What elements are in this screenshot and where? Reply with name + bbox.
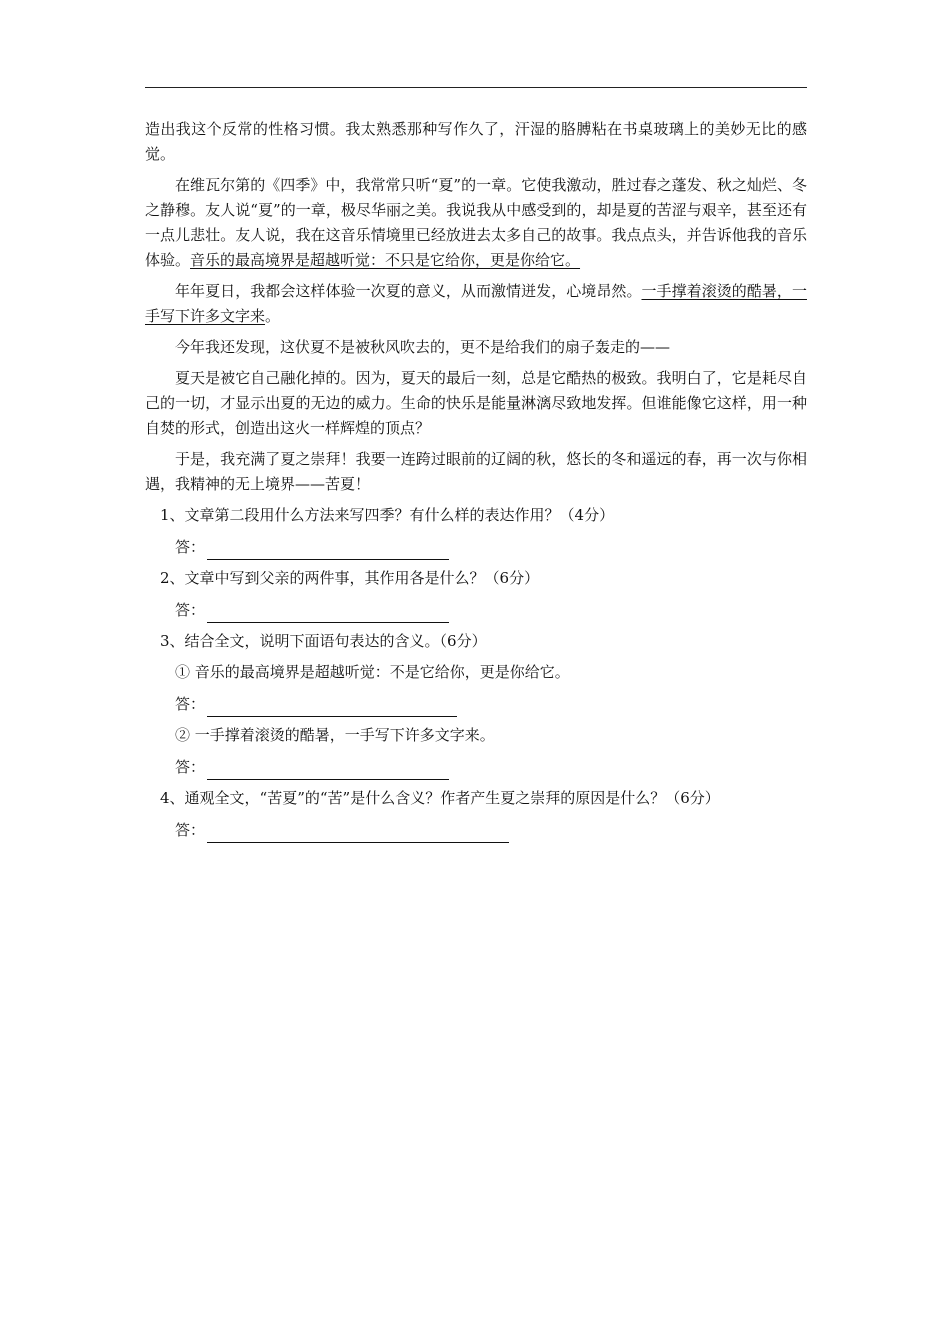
answer-label: 答： [175, 601, 206, 619]
question-3-item-2: ② 一手撑着滚烫的酷暑，一手写下许多文字来。 [175, 726, 495, 744]
underlined-sentence-2: 一手撑着滚烫的酷暑，一手写下许多文字来 [145, 282, 807, 325]
header-rule [145, 87, 807, 88]
answer-4-line[interactable] [207, 822, 509, 843]
passage-paragraph-3 [145, 279, 807, 329]
answer-3-1 [145, 692, 807, 717]
question-1: 1、文章第二段用什么方法来写四季？有什么样的表达作用？（4分） [160, 506, 615, 524]
passage-paragraph-6: 于是，我充满了夏之崇拜！我要一连跨过眼前的辽阔的秋，悠长的冬和遥远的春，再一次与你相遇，我精神的无上境界——苦夏！ [145, 450, 807, 493]
paragraph-2-text: 在维瓦尔第的《四季》中，我常常只听“夏”的一章。它使我激动，胜过春之蓬发、秋之灿烂、冬之静穆。友人说“夏”的一章，极尽华丽之美。我说我从中感受到的，却是夏的苦涩与艰辛，甚至还有一点儿悲壮。友人说，我在这音乐情境里已经放进去太多自己的故事。我点点头，并告诉他我的音乐体验。 [145, 176, 807, 269]
question-4: 4、通观全文，“苦夏”的“苦”是什么含义？作者产生夏之崇拜的原因是什么？（6分） [160, 789, 720, 807]
passage-paragraph-1: 造出我这个反常的性格习惯。我太熟悉那种写作久了，汗湿的胳膊粘在书桌玻璃上的美妙无比的感觉。 [145, 120, 807, 163]
answer-3-2-line[interactable] [207, 759, 449, 780]
passage-paragraph-4: 今年我还发现，这伏夏不是被秋风吹去的，更不是给我们的扇子轰走的—— [175, 338, 671, 356]
answer-2 [145, 598, 807, 623]
answer-4 [145, 818, 807, 843]
answer-label: 答： [175, 538, 206, 556]
answer-2-line[interactable] [207, 602, 449, 623]
passage-paragraph-2 [145, 173, 807, 273]
underlined-sentence-1: 音乐的最高境界是超越听觉：不只是它给你，更是你给它。 [190, 251, 581, 269]
answer-3-1-line[interactable] [207, 696, 457, 717]
paragraph-3-text: 年年夏日，我都会这样体验一次夏的意义，从而激情迸发，心境昂然。 [175, 282, 642, 300]
answer-3-2 [145, 755, 807, 780]
answer-label: 答： [175, 821, 206, 839]
question-2: 2、文章中写到父亲的两件事，其作用各是什么？（6分） [160, 569, 540, 587]
answer-label: 答： [175, 695, 206, 713]
answer-1 [145, 535, 807, 560]
document-body [145, 117, 807, 843]
answer-label: 答： [175, 758, 206, 776]
passage-paragraph-5: 夏天是被它自己融化掉的。因为，夏天的最后一刻，总是它酷热的极致。我明白了，它是耗尽自己的一切，才显示出夏的无边的威力。生命的快乐是能量淋漓尽致地发挥。但谁能像它这样，用一种自焚的形式，创造出这火一样辉煌的顶点？ [145, 369, 807, 437]
paragraph-3-end: 。 [265, 307, 281, 325]
question-3-item-1: ① 音乐的最高境界是超越听觉：不是它给你，更是你给它。 [175, 663, 570, 681]
question-3: 3、结合全文，说明下面语句表达的含义。（6分） [160, 632, 487, 650]
answer-1-line[interactable] [207, 539, 449, 560]
